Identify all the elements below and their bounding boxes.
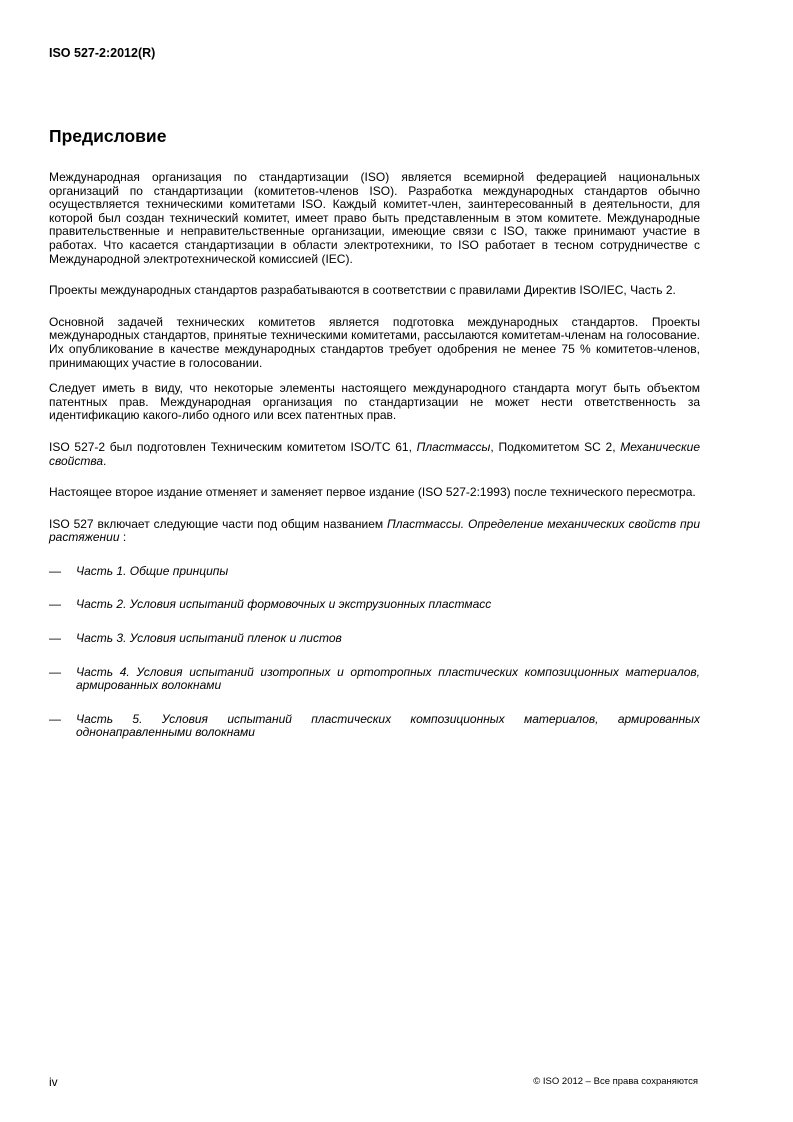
list-item-text: Часть 2. Условия испытаний формовочных и экструзионных пластмасс: [76, 597, 492, 612]
text: .: [103, 453, 107, 468]
paragraph-edition: Настоящее второе издание отменяет и заменяет первое издание (ISO 527-2:1993) после технического пересмотра.: [49, 485, 696, 500]
list-item: [49, 632, 700, 646]
list-item-text: Часть 4. Условия испытаний изотропных и ортотропных пластических композиционных материалов, армированных волокнами: [76, 664, 700, 693]
text: ISO 527 включает следующие части под общим названием: [49, 516, 388, 531]
committee-name: Пластмассы: [416, 439, 491, 454]
paragraph-iso-intro: Международная организация по стандартизации (ISO) является всемирной федерацией национальных организаций по стандартизации (комитетов-членов ISO). Разработка международных стандартов обычно осуществляется техническими комитетами ISO. Каждый комитет-член, заинтересованный в деятельности, для которой был создан технический комитет, имеет право быть представленным в этом комитете. Международные правительственные и неправительственные организации, имеющие связи с ISO, также принимают участие в работах. Что касается стандартизации в области электротехники, то ISO работает в тесном сотрудничестве с Международной электротехнической комиссией (IEC).: [49, 170, 700, 266]
list-item: [49, 565, 700, 579]
dash-bullet: —: [49, 563, 61, 578]
text: ISO 527-2 был подготовлен Техническим комитетом ISO/TC 61,: [49, 439, 417, 454]
dash-bullet: —: [49, 664, 61, 679]
text: :: [119, 530, 127, 545]
paragraph-committees: Основной задачей технических комитетов является подготовка международных стандартов. Проекты международных стандартов, принятые техническими комитетами, рассылаются комитетам-членам на голосование. Их опубликование в качестве международных стандартов требует одобрения не менее 75 % комитетов-членов, принимающих участие в голосовании.: [49, 314, 700, 370]
copyright-notice: © ISO 2012 – Все права сохраняются: [533, 1076, 698, 1087]
paragraph-patents: Следует иметь в виду, что некоторые элементы настоящего международного стандарта могут быть объектом патентных прав. Международная организация по стандартизации не может нести ответственность за идентификацию какого-либо одного или всех патентных прав.: [49, 381, 700, 423]
list-item: [49, 598, 700, 612]
list-item: [49, 713, 700, 740]
dash-bullet: —: [49, 711, 61, 726]
list-item: [49, 666, 700, 693]
series-title: Пластмассы. Определение механических свойств при растяжении: [49, 516, 700, 545]
text: , Подкомитетом SC 2,: [490, 439, 621, 454]
subcommittee-name: Механические свойства: [49, 439, 700, 468]
foreword-body: [49, 171, 700, 740]
dash-bullet: —: [49, 631, 61, 646]
paragraph-parts-intro: [49, 518, 700, 545]
dash-bullet: —: [49, 597, 61, 612]
list-item-text: Часть 1. Общие принципы: [76, 563, 229, 578]
page-title: Предисловие: [49, 126, 167, 146]
document-id: ISO 527-2:2012(R): [49, 46, 156, 60]
parts-list: [49, 565, 700, 740]
list-item-text: Часть 5. Условия испытаний пластических композиционных материалов, армированных однонаправленными волокнами: [76, 711, 700, 740]
paragraph-preparation: [49, 441, 700, 468]
list-item-text: Часть 3. Условия испытаний пленок и листов: [76, 631, 342, 646]
page-number: iv: [49, 1075, 58, 1089]
paragraph-directives: Проекты международных стандартов разрабатываются в соответствии с правилами Директив ISO/IEC, Часть 2.: [49, 283, 676, 298]
